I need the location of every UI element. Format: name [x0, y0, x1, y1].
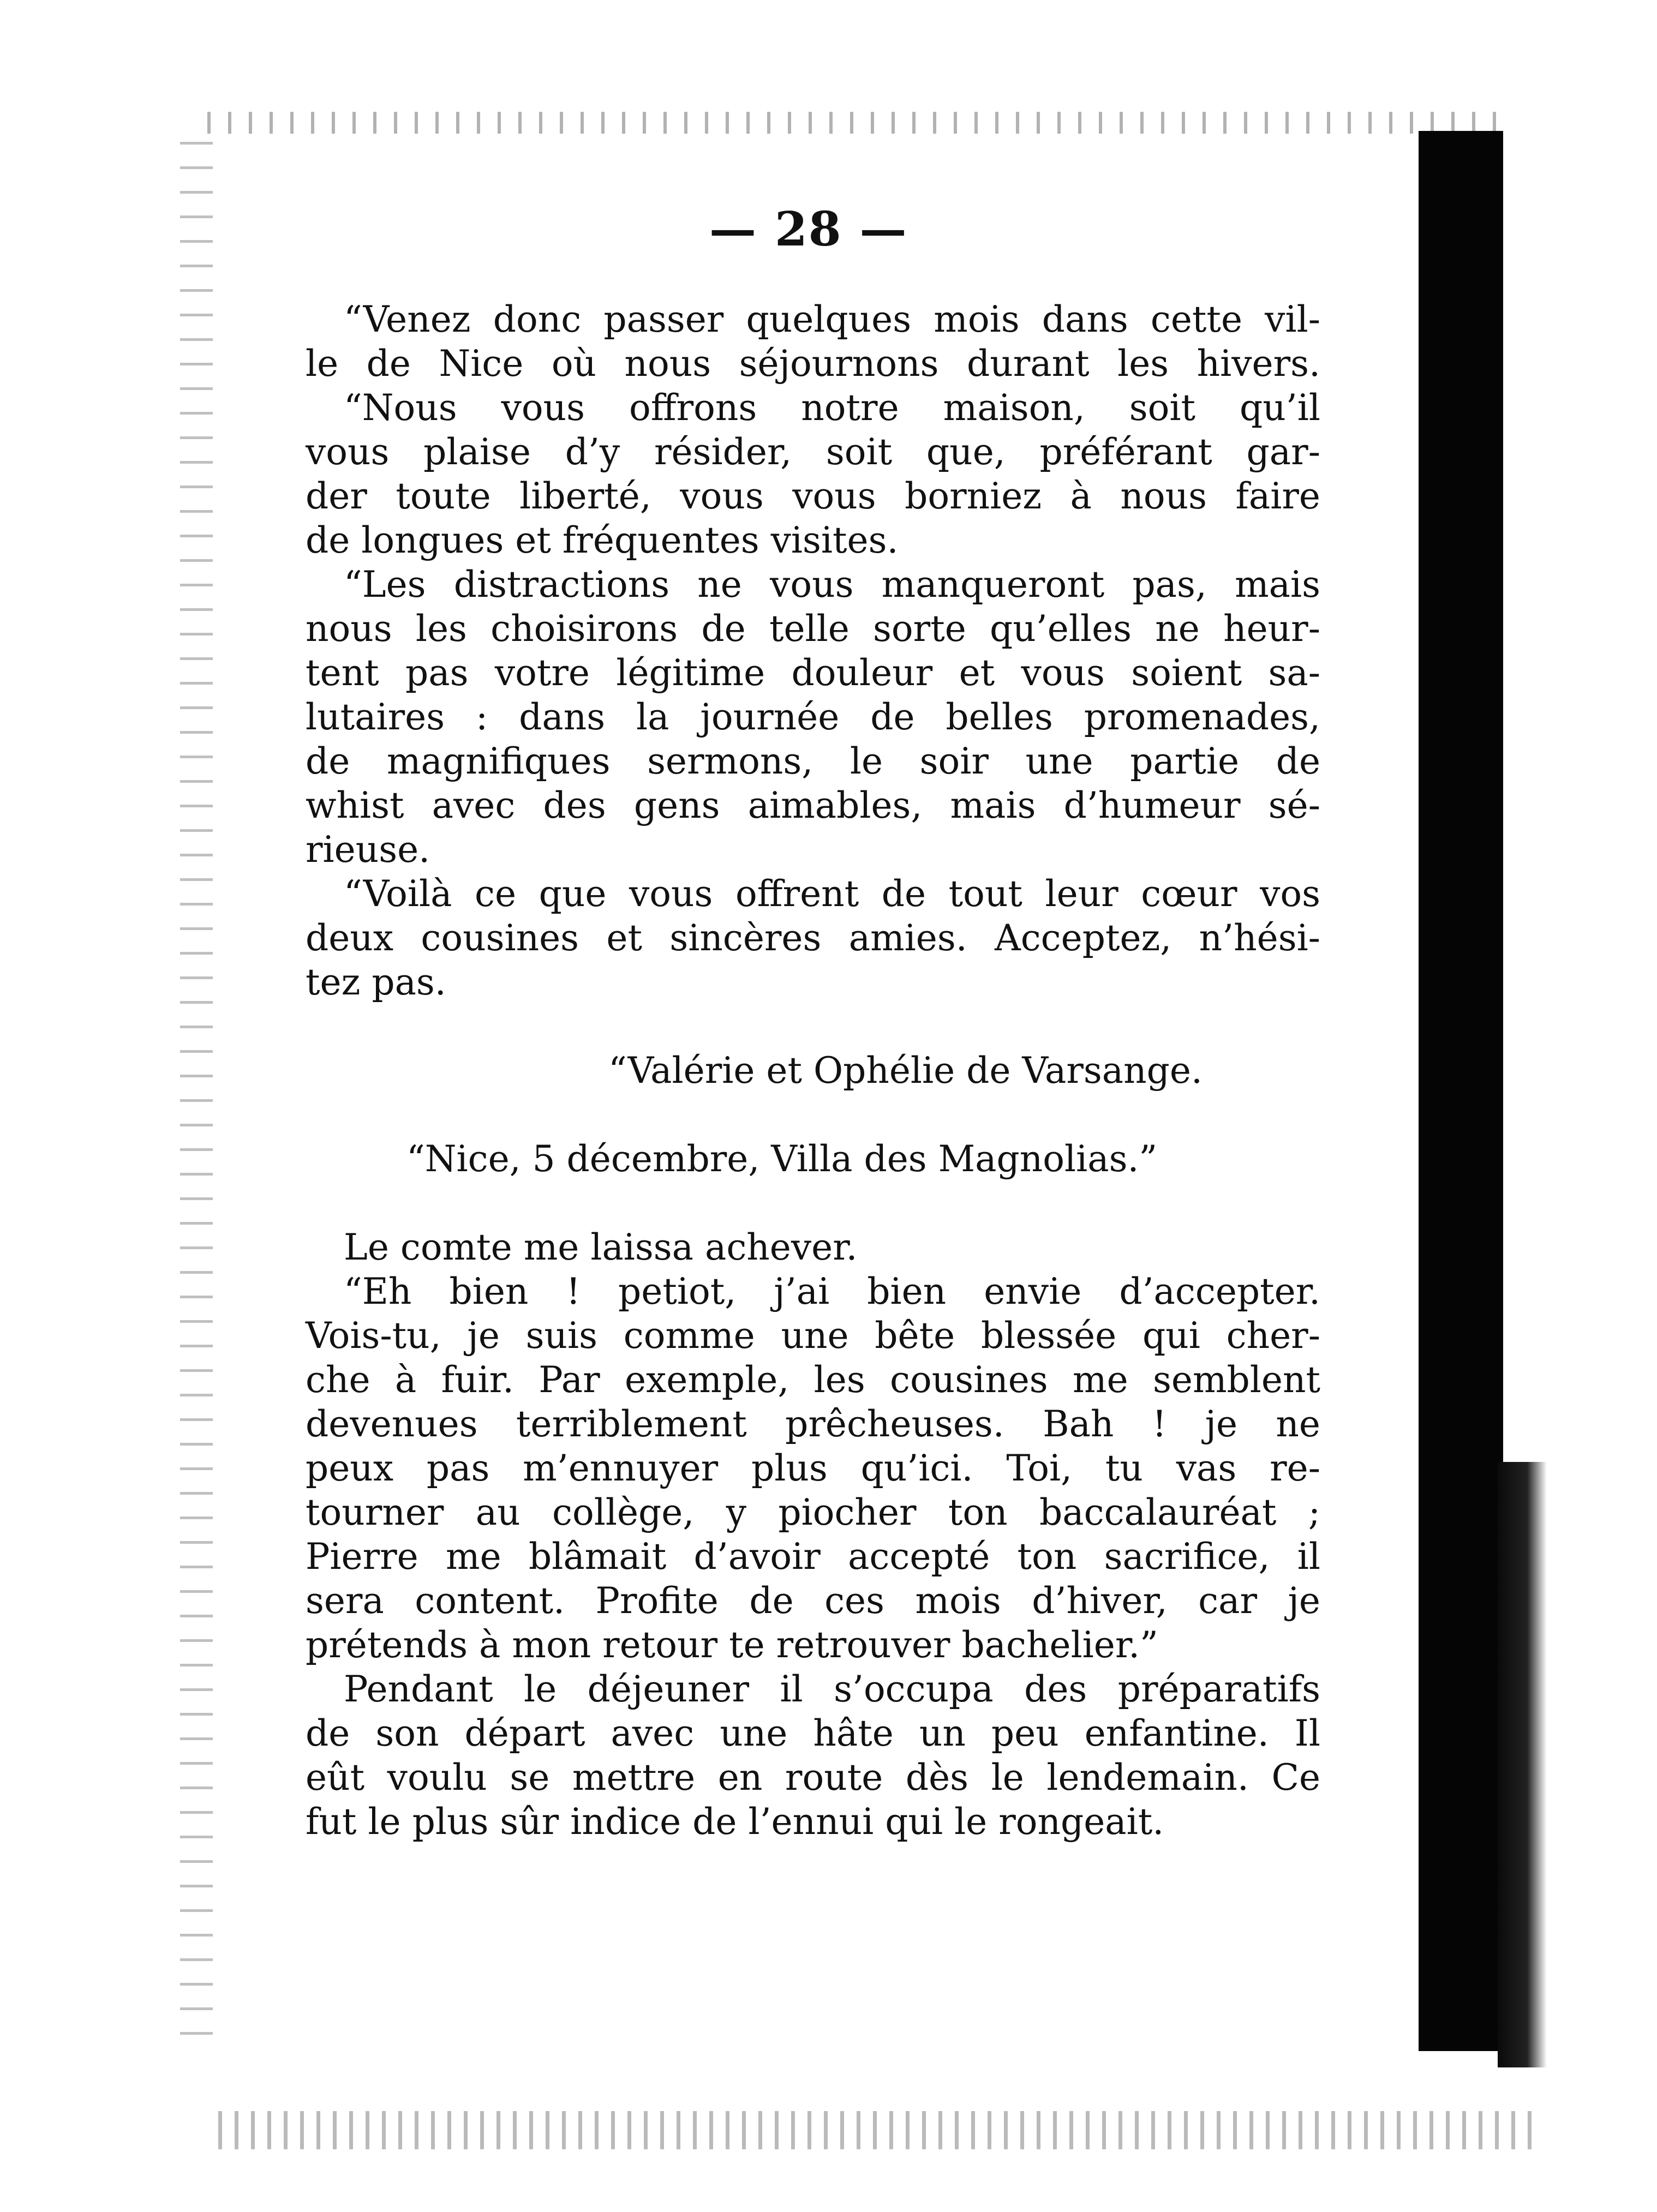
- text-line: sera content. Profite de ces mois d’hiver, car je: [306, 1580, 1320, 1622]
- body-text: [306, 297, 1320, 1844]
- text-line: tourner au collège, y piocher ton baccalauréat ;: [306, 1491, 1320, 1533]
- text-line: prétends à mon retour te retrouver bachelier.”: [306, 1624, 1158, 1666]
- text-line: rieuse.: [306, 829, 430, 871]
- text-line: der toute liberté, vous vous borniez à nous faire: [306, 475, 1320, 517]
- scan-noise-bottom: [218, 2111, 1539, 2149]
- text-line: nous les choisirons de telle sorte qu’elles ne heur-: [306, 608, 1320, 650]
- text-line: “Les distractions ne vous manqueront pas, mais: [344, 564, 1320, 606]
- text-line: tez pas.: [306, 961, 446, 1003]
- spacer: [306, 1004, 1320, 1048]
- text-line: de longues et fréquentes visites.: [306, 519, 899, 561]
- text-line: de son départ avec une hâte un peu enfantine. Il: [306, 1712, 1320, 1754]
- text-line: de magnifiques sermons, le soir une partie de: [306, 740, 1320, 782]
- text-line: le de Nice où nous séjournons durant les hivers.: [306, 343, 1320, 385]
- text-line: Vois-tu, je suis comme une bête blessée qui cher-: [306, 1315, 1320, 1357]
- scan-noise-top: [207, 112, 1506, 134]
- scan-noise-left: [180, 142, 213, 2051]
- scan-edge-shadow-tail: [1498, 1462, 1547, 2067]
- spacer: [306, 1093, 1320, 1137]
- spacer: [306, 1181, 1320, 1225]
- letter-dateline: “Nice, 5 décembre, Villa des Magnolias.”: [406, 1138, 1158, 1180]
- text-line: vous plaise d’y résider, soit que, préférant gar-: [306, 431, 1320, 473]
- text-line: peux pas m’ennuyer plus qu’ici. Toi, tu vas re-: [306, 1447, 1320, 1489]
- text-line: whist avec des gens aimables, mais d’humeur sé-: [306, 784, 1320, 826]
- text-line: fut le plus sûr indice de l’ennui qui le rongeait.: [306, 1801, 1164, 1843]
- text-line: Pendant le déjeuner il s’occupa des préparatifs: [344, 1668, 1320, 1710]
- text-line: “Voilà ce que vous offrent de tout leur cœur vos: [344, 873, 1320, 915]
- scan-edge-shadow: [1419, 131, 1503, 2051]
- text-line: “Nous vous offrons notre maison, soit qu’il: [344, 387, 1320, 429]
- text-line: eût voulu se mettre en route dès le lendemain. Ce: [306, 1757, 1320, 1799]
- text-line: deux cousines et sincères amies. Acceptez, n’hési-: [306, 917, 1320, 959]
- text-line: “Eh bien ! petiot, j’ai bien envie d’accepter.: [344, 1270, 1320, 1312]
- text-line: tent pas votre légitime douleur et vous soient sa-: [306, 652, 1320, 694]
- text-line: lutaires : dans la journée de belles promenades,: [306, 696, 1320, 738]
- text-line: Le comte me laissa achever.: [344, 1226, 858, 1268]
- text-line: Pierre me blâmait d’avoir accepté ton sacrifice, il: [306, 1536, 1320, 1578]
- text-line: che à fuir. Par exemple, les cousines me semblent: [306, 1359, 1320, 1401]
- letter-signature: “Valérie et Ophélie de Varsange.: [608, 1050, 1203, 1092]
- text-line: devenues terriblement prêcheuses. Bah ! je ne: [306, 1403, 1320, 1445]
- text-line: “Venez donc passer quelques mois dans cette vil-: [344, 298, 1320, 340]
- page-number: — 28 —: [709, 202, 908, 257]
